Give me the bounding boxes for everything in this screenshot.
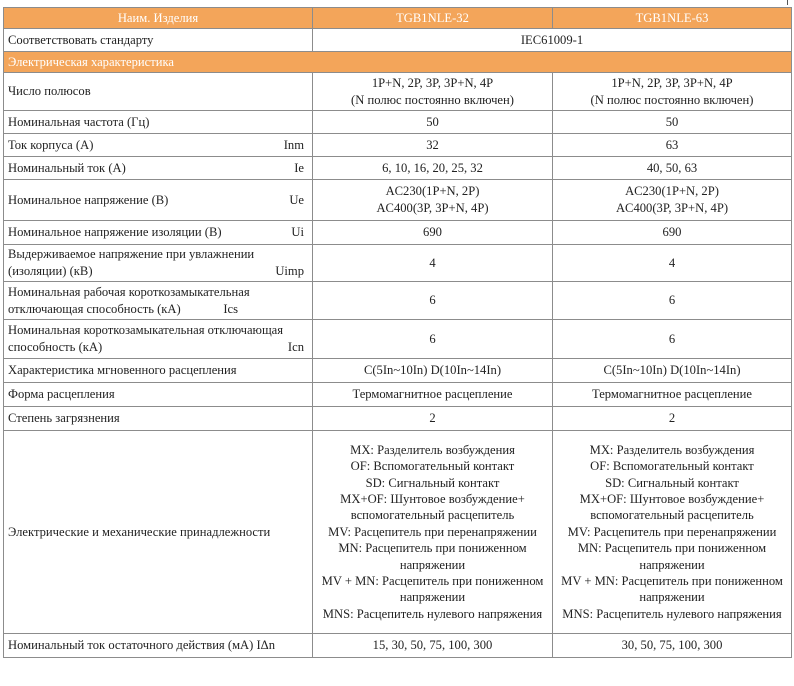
icn-value-a: 6 xyxy=(313,320,553,359)
impulse-row xyxy=(4,245,792,282)
trip-curve-value-a: C(5In~10In) D(10In~14In) xyxy=(313,359,553,383)
accessory-b-line: напряжении xyxy=(639,590,705,605)
voltage-symbol: Ue xyxy=(289,192,304,207)
frame-current-symbol: Inm xyxy=(283,137,304,152)
icn-text-line2: способность (кА) xyxy=(8,340,103,354)
voltage-b-line: AC400(3P, 3P+N, 4P) xyxy=(615,201,729,215)
header-row xyxy=(4,8,792,29)
impulse-text-line1: Выдерживаемое напряжение при увлажнении xyxy=(8,247,255,261)
trip-form-value-a: Термомагнитное расцепление xyxy=(313,383,553,407)
accessory-a-line: SD: Сигнальный контакт xyxy=(365,475,500,490)
voltage-value-b xyxy=(553,180,792,221)
impulse-label xyxy=(4,245,313,282)
icn-row xyxy=(4,320,792,359)
trip-form-row xyxy=(4,383,792,407)
accessory-a-line: вспомогательный расцепитель xyxy=(350,508,515,523)
accessories-label: Электрические и механические принадлежности xyxy=(4,431,313,634)
ics-label xyxy=(4,282,313,320)
accessory-b-line: MX+OF: Шунтовое возбуждение+ xyxy=(579,491,765,506)
rated-current-row xyxy=(4,157,792,180)
impulse-value-a: 4 xyxy=(313,245,553,282)
pollution-label: Степень загрязнения xyxy=(4,407,313,431)
accessory-a-line: OF: Вспомогательный контакт xyxy=(350,459,515,474)
insulation-label xyxy=(4,221,313,245)
frame-current-value-b: 63 xyxy=(553,134,792,157)
insulation-value-b: 690 xyxy=(553,221,792,245)
poles-a-line: 1P+N, 2P, 3P, 3P+N, 4P xyxy=(371,75,494,90)
header-model-b: TGB1NLE-63 xyxy=(553,8,792,29)
accessory-b-line: OF: Вспомогательный контакт xyxy=(590,459,754,474)
impulse-symbol: Uimp xyxy=(275,264,304,278)
accessory-a-line: MV: Расцепитель при перенапряжении xyxy=(328,524,537,539)
frequency-value-a: 50 xyxy=(313,111,553,134)
section-title: Электрическая характеристика xyxy=(4,52,792,73)
trip-form-label: Форма расцепления xyxy=(4,383,313,407)
accessories-value-b xyxy=(553,431,792,634)
accessory-b-line: MV: Расцепитель при перенапряжении xyxy=(567,524,777,539)
poles-a-line: (N полюс постоянно включен) xyxy=(351,92,514,107)
standard-label: Соответствовать стандарту xyxy=(4,29,313,52)
accessory-b-line: напряжении xyxy=(639,557,705,572)
trip-curve-row xyxy=(4,359,792,383)
frame-current-value-a: 32 xyxy=(313,134,553,157)
standard-row xyxy=(4,29,792,52)
ics-value-b: 6 xyxy=(553,282,792,320)
accessory-a-line: напряжении xyxy=(399,590,466,605)
poles-row xyxy=(4,73,792,111)
residual-value-a: 15, 30, 50, 75, 100, 300 xyxy=(313,634,553,658)
ics-value-a: 6 xyxy=(313,282,553,320)
accessory-b-line: MX: Разделитель возбуждения xyxy=(589,442,755,457)
poles-value-a xyxy=(313,73,553,111)
pollution-value-b: 2 xyxy=(553,407,792,431)
voltage-row xyxy=(4,180,792,221)
poles-b-line: 1P+N, 2P, 3P, 3P+N, 4P xyxy=(611,75,733,90)
accessory-a-line: напряжении xyxy=(399,557,466,572)
insulation-row xyxy=(4,221,792,245)
header-label: Наим. Изделия xyxy=(4,8,313,29)
accessory-a-line: MN: Расцепитель при пониженном xyxy=(338,541,527,556)
frequency-label: Номинальная частота (Гц) xyxy=(4,111,313,134)
accessories-value-a xyxy=(313,431,553,634)
trip-curve-label: Характеристика мгновенного расцепления xyxy=(4,359,313,383)
insulation-value-a: 690 xyxy=(313,221,553,245)
frequency-row xyxy=(4,111,792,134)
impulse-value-b: 4 xyxy=(553,245,792,282)
frame-current-row xyxy=(4,134,792,157)
residual-value-b: 30, 50, 75, 100, 300 xyxy=(553,634,792,658)
icn-symbol: Icn xyxy=(287,340,304,354)
rated-current-label xyxy=(4,157,313,180)
voltage-label xyxy=(4,180,313,221)
voltage-text: Номинальное напряжение (В) xyxy=(8,192,169,207)
ics-symbol: Ics xyxy=(223,301,238,316)
accessory-a-line: MV + MN: Расцепитель при пониженном xyxy=(321,574,544,589)
accessory-b-line: MV + MN: Расцепитель при пониженном xyxy=(561,574,783,589)
spec-table xyxy=(3,7,792,658)
voltage-value-a xyxy=(313,180,553,221)
trip-curve-value-b: C(5In~10In) D(10In~14In) xyxy=(553,359,792,383)
rated-current-value-a: 6, 10, 16, 20, 25, 32 xyxy=(313,157,553,180)
ics-text-line2: отключающая способность (кА) xyxy=(8,301,181,316)
accessory-b-line: MN: Расцепитель при пониженном xyxy=(577,541,767,556)
header-model-a: TGB1NLE-32 xyxy=(313,8,553,29)
icn-label xyxy=(4,320,313,359)
icn-text-line1: Номинальная короткозамыкательная отключающая xyxy=(8,323,284,337)
voltage-a-line: AC230(1P+N, 2P) xyxy=(385,184,480,198)
residual-label: Номинальный ток остаточного действия (мА) IΔn xyxy=(4,634,313,658)
voltage-b-line: AC230(1P+N, 2P) xyxy=(625,184,719,198)
accessories-row xyxy=(4,431,792,634)
frequency-value-b: 50 xyxy=(553,111,792,134)
residual-row xyxy=(4,634,792,658)
insulation-symbol: Ui xyxy=(291,225,304,239)
accessory-b-line: MNS: Расцепитель нулевого напряжения xyxy=(562,606,782,621)
accessory-a-line: MX+OF: Шунтовое возбуждение+ xyxy=(340,491,525,506)
ics-text-line1: Номинальная рабочая короткозамыкательная xyxy=(8,284,250,299)
rated-current-text: Номинальный ток (А) xyxy=(8,160,126,175)
corner-tick xyxy=(787,0,788,5)
pollution-value-a: 2 xyxy=(313,407,553,431)
rated-current-symbol: Ie xyxy=(294,160,304,175)
standard-value: IEC61009-1 xyxy=(313,29,792,52)
rated-current-value-b: 40, 50, 63 xyxy=(553,157,792,180)
poles-label: Число полюсов xyxy=(4,73,313,111)
frame-current-label xyxy=(4,134,313,157)
accessory-a-line: MX: Разделитель возбуждения xyxy=(350,442,515,457)
impulse-text-line2: (изоляции) (кВ) xyxy=(8,264,93,278)
accessory-a-line: MNS: Расцепитель нулевого напряжения xyxy=(322,606,543,621)
pollution-row xyxy=(4,407,792,431)
voltage-a-line: AC400(3P, 3P+N, 4P) xyxy=(376,201,489,215)
poles-value-b xyxy=(553,73,792,111)
poles-b-line: (N полюс постоянно включен) xyxy=(590,92,754,107)
accessory-b-line: вспомогательный расцепитель xyxy=(590,508,754,523)
insulation-text: Номинальное напряжение изоляции (В) xyxy=(8,225,222,239)
trip-form-value-b: Термомагнитное расцепление xyxy=(553,383,792,407)
accessory-b-line: SD: Сигнальный контакт xyxy=(605,475,739,490)
ics-row xyxy=(4,282,792,320)
frame-current-text: Ток корпуса (А) xyxy=(8,137,94,152)
section-row xyxy=(4,52,792,73)
icn-value-b: 6 xyxy=(553,320,792,359)
